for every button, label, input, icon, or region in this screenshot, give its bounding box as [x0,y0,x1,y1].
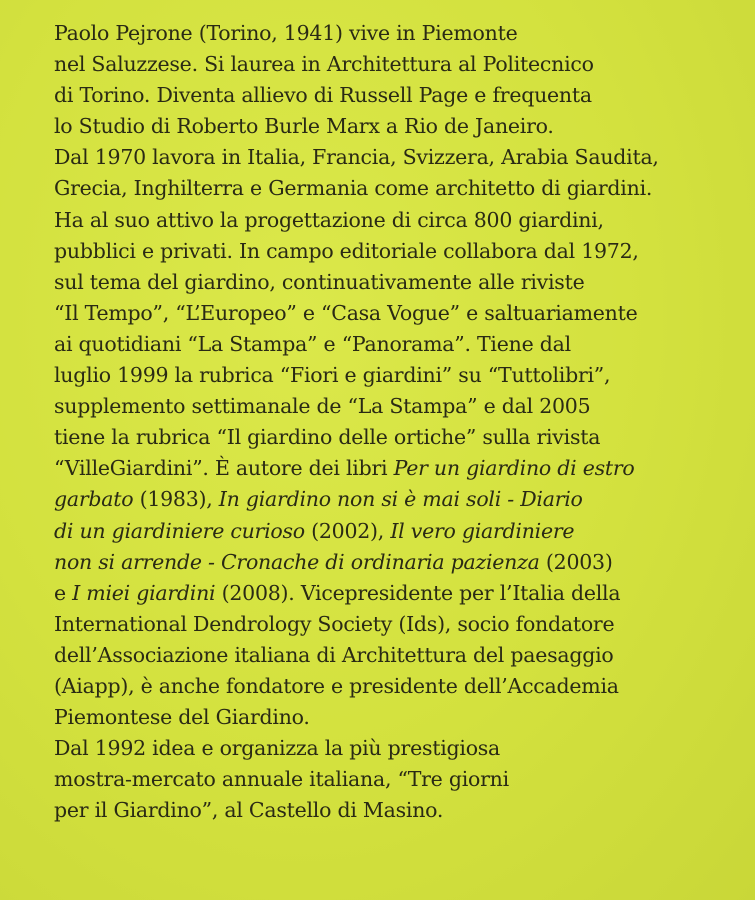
book-title-text: In giardino non si è mai soli - Diario [218,487,583,512]
body-text: per il Giardino”, al Castello di Masino. [54,798,444,823]
body-text: Piemontese del Giardino. [54,705,310,730]
body-text: “VilleGiardini”. È autore dei libri [54,456,394,481]
body-text: ai quotidiani “La Stampa” e “Panorama”. Tiene dal [54,331,571,356]
body-text: (2002), [304,518,391,543]
body-text: di Torino. Diventa allievo di Russell Page e frequenta [54,83,592,108]
text-line [54,267,744,298]
body-text: e [54,580,73,605]
body-text: nel Saluzzese. Si laurea in Architettura al Politecnico [54,52,594,77]
body-text: tiene la rubrica “Il giardino delle ortiche” sulla rivista [54,425,601,450]
body-text: Dal 1970 lavora in Italia, Francia, Svizzera, Arabia Saudita, [54,145,659,170]
text-line [54,173,744,204]
body-text: mostra-mercato annuale italiana, “Tre giorni [54,767,509,792]
text-line [54,578,744,609]
text-line [54,391,744,422]
body-text: (2008). Vicepresidente per l’Italia della [215,580,621,605]
text-line [54,360,744,391]
text-line [54,18,744,49]
body-text: Paolo Pejrone (Torino, 1941) vive in Piemonte [54,21,518,45]
text-line [54,205,744,236]
text-line [54,702,744,733]
body-text: supplemento settimanale de “La Stampa” e dal 2005 [54,394,591,419]
biography-text-block [54,18,744,826]
body-text: pubblici e privati. In campo editoriale collabora dal 1972, [54,238,639,263]
text-line [54,609,744,640]
text-line [54,111,744,142]
book-title-text: Per un giardino di estro [393,456,635,481]
body-text: sul tema del giardino, continuativamente alle riviste [54,269,585,294]
text-line [54,671,744,702]
body-text: dell’Associazione italiana di Architettura del paesaggio [54,642,614,667]
text-line [54,236,744,267]
book-title-text: di un giardiniere curioso [54,518,305,543]
body-text: (2003) [539,549,613,574]
text-line [54,795,744,826]
text-line [54,142,744,173]
body-text: Dal 1992 idea e organizza la più prestigiosa [54,736,501,761]
text-line [54,80,744,111]
text-line [54,298,744,329]
text-line [54,640,744,671]
text-line [54,49,744,80]
book-title-text: non si arrende - Cronache di ordinaria pazienza [54,549,540,574]
text-line [54,547,744,578]
text-line [54,516,744,547]
body-text: Ha al suo attivo la progettazione di circa 800 giardini, [54,207,604,232]
body-text: lo Studio di Roberto Burle Marx a Rio de Janeiro. [54,114,554,139]
text-line [54,764,744,795]
body-text: International Dendrology Society (Ids), socio fondatore [54,611,615,636]
text-line [54,422,744,453]
text-line [54,453,744,484]
body-text: (Aiapp), è anche fondatore e presidente dell’Accademia [54,673,619,698]
book-title-text: Il vero giardiniere [390,518,575,543]
text-line [54,329,744,360]
book-title-text: I miei giardini [72,580,216,605]
body-text: (1983), [133,487,219,512]
text-line [54,733,744,764]
body-text: Grecia, Inghilterra e Germania come architetto di giardini. [54,176,653,201]
book-title-text: garbato [54,487,134,512]
body-text: “Il Tempo”, “L’Europeo” e “Casa Vogue” e saltuariamente [54,300,638,325]
text-line [54,484,744,515]
body-text: luglio 1999 la rubrica “Fiori e giardini” su “Tuttolibri”, [54,363,611,388]
